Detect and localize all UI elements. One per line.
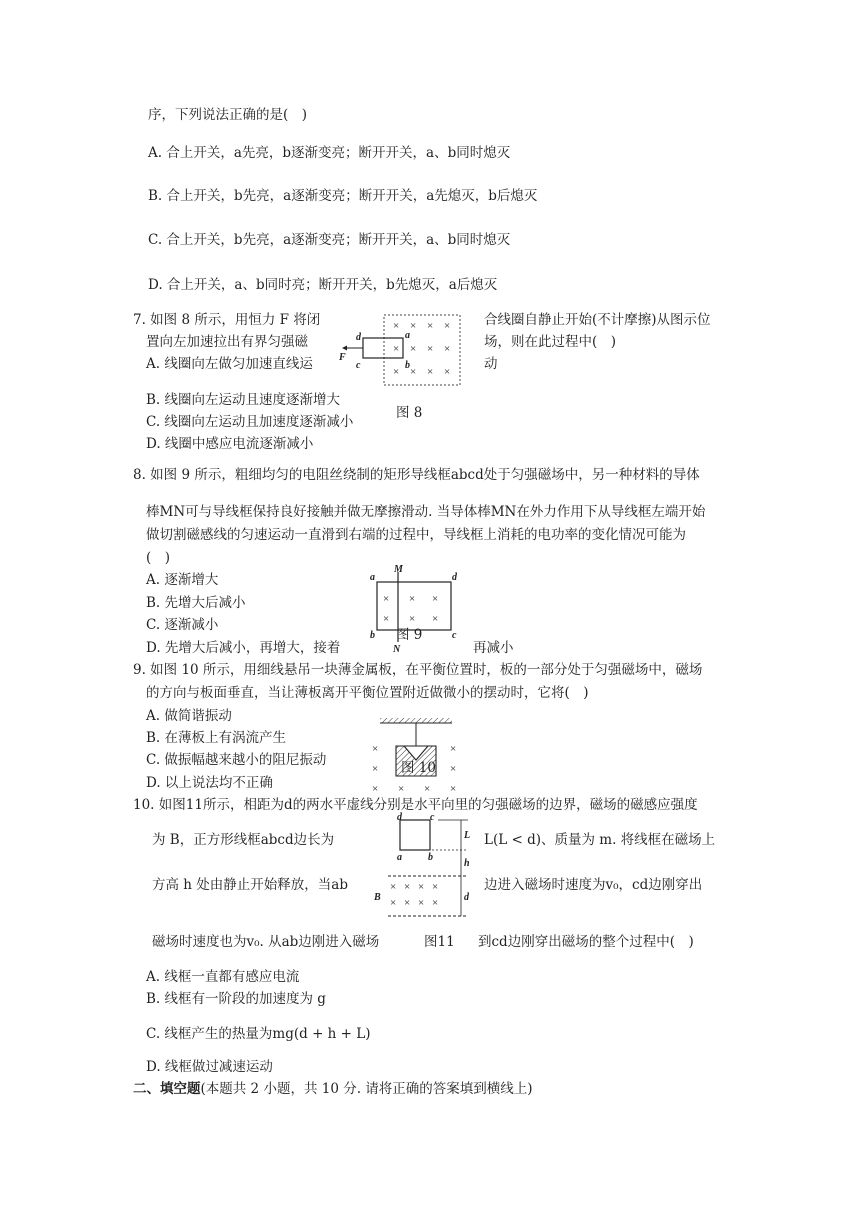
q6-stem-tail: 序，下列说法正确的是( ) bbox=[148, 107, 308, 123]
q10-option-d: D. 线框做过减速运动 bbox=[146, 1059, 273, 1075]
label-f: F bbox=[339, 352, 346, 363]
label-d: d bbox=[356, 332, 361, 343]
field-x: × bbox=[418, 897, 425, 909]
q7-option-c: C. 线圈向左运动且加速度逐渐减小 bbox=[146, 414, 354, 430]
field-x: × bbox=[450, 743, 457, 755]
q10-option-c: C. 线框产生的热量为mg(d + h + L) bbox=[146, 1026, 371, 1042]
field-x: × bbox=[383, 593, 390, 605]
label-d-distance: d bbox=[464, 892, 469, 903]
q9-option-b: B. 在薄板上有涡流产生 bbox=[146, 730, 287, 746]
label-a: a bbox=[397, 852, 402, 863]
q7-option-a-tail: 动 bbox=[484, 356, 498, 372]
q10-line3-right: 边进入磁场时速度为v₀，cd边刚穿出 bbox=[484, 877, 703, 893]
label-b: b bbox=[405, 360, 410, 371]
field-x: × bbox=[383, 613, 390, 625]
q7-line1-left: 7. 如图 8 所示，用恒力 F 将闭 bbox=[133, 312, 321, 328]
figure-11-caption: 图11 bbox=[424, 934, 455, 950]
field-x: × bbox=[372, 783, 379, 794]
q10-option-b: B. 线框有一阶段的加速度为 g bbox=[146, 991, 326, 1007]
field-x: × bbox=[444, 366, 451, 378]
label-d: d bbox=[397, 812, 402, 823]
q9-line2: 的方向与板面垂直，当让薄板离开平衡位置附近做微小的摆动时，它将( ) bbox=[146, 685, 589, 701]
label-h: h bbox=[464, 858, 470, 869]
q7-option-d: D. 线圈中感应电流逐渐减小 bbox=[146, 436, 314, 452]
field-x: × bbox=[432, 593, 439, 605]
field-x: × bbox=[432, 613, 439, 625]
section-title: 二、填空题 bbox=[133, 1081, 201, 1097]
label-b: b bbox=[370, 630, 375, 641]
figure-10-caption: 图 10 bbox=[401, 760, 436, 776]
field-x: × bbox=[393, 320, 400, 332]
label-b: b bbox=[428, 852, 433, 863]
q6-option-b: B. 合上开关，b先亮，a逐渐变亮；断开开关，a先熄灭，b后熄灭 bbox=[148, 188, 538, 204]
field-x: × bbox=[444, 320, 451, 332]
q9-line1: 9. 如图 10 所示，用细线悬吊一块薄金属板，在平衡位置时，板的一部分处于匀强磁场中，磁场 bbox=[133, 662, 703, 678]
field-x: × bbox=[432, 881, 439, 893]
section-heading bbox=[133, 1080, 533, 1098]
q7-option-b: B. 线圈向左运动且速度逐渐增大 bbox=[146, 392, 341, 408]
q7-line2-right: 场，则在此过程中( ) bbox=[484, 334, 617, 350]
figure-8-caption: 图 8 bbox=[396, 405, 423, 421]
field-x: × bbox=[432, 897, 439, 909]
field-x: × bbox=[404, 897, 411, 909]
q10-line4-right: 到cd边刚穿出磁场的整个过程中( ) bbox=[478, 934, 694, 950]
label-d: d bbox=[452, 572, 457, 583]
q8-option-d: D. 先增大后减小，再增大，接着 bbox=[146, 640, 341, 656]
field-x: × bbox=[410, 343, 417, 355]
field-x: × bbox=[450, 783, 457, 794]
q8-line1: 8. 如图 9 所示，粗细均匀的电阻丝绕制的矩形导线框abcd处于匀强磁场中，另一种材料的导体 bbox=[133, 467, 700, 483]
q6-option-d: D. 合上开关，a、b同时亮；断开开关，b先熄灭，a后熄灭 bbox=[148, 277, 498, 293]
label-a: a bbox=[405, 330, 410, 341]
field-x: × bbox=[372, 743, 379, 755]
field-x: × bbox=[427, 343, 434, 355]
q8-line3: 做切割磁感线的匀速运动一直滑到右端的过程中，导线框上消耗的电功率的变化情况可能为 bbox=[146, 527, 686, 543]
label-l: L bbox=[464, 830, 471, 841]
q10-line2-right: L(L < d)、质量为 m. 将线框在磁场上 bbox=[484, 832, 716, 848]
q7-line1-right: 合线圈自静止开始(不计摩擦)从图示位 bbox=[484, 312, 711, 328]
label-c: c bbox=[356, 360, 361, 371]
field-x: × bbox=[418, 881, 425, 893]
q8-line4: ( ) bbox=[146, 550, 171, 566]
q9-option-a: A. 做简谐振动 bbox=[146, 708, 232, 724]
field-x: × bbox=[427, 366, 434, 378]
q8-option-b: B. 先增大后减小 bbox=[146, 595, 246, 611]
field-x: × bbox=[404, 881, 411, 893]
figure-10 bbox=[366, 716, 466, 794]
q7-line2-left: 置向左加速拉出有界匀强磁 bbox=[146, 334, 308, 350]
label-c: c bbox=[430, 812, 435, 823]
field-x: × bbox=[424, 783, 431, 794]
label-a: a bbox=[370, 572, 375, 583]
field-x: × bbox=[372, 763, 379, 775]
section-note: (本题共 2 小题，共 10 分. 请将正确的答案填到横线上) bbox=[200, 1081, 533, 1097]
field-x: × bbox=[427, 320, 434, 332]
figure-9-caption: 图 9 bbox=[396, 627, 423, 643]
field-x: × bbox=[393, 366, 400, 378]
field-x: × bbox=[398, 783, 405, 794]
q10-line3-left: 方高 h 处由静止开始释放，当ab bbox=[152, 877, 348, 893]
q10-option-a: A. 线框一直都有感应电流 bbox=[146, 969, 300, 985]
field-x: × bbox=[393, 343, 400, 355]
figure-8 bbox=[336, 312, 466, 388]
q8-line2: 棒MN可与导线框保持良好接触并做无摩擦滑动. 当导体棒MN在外力作用下从导线框左端开始 bbox=[146, 504, 706, 520]
q9-option-c: C. 做振幅越来越小的阻尼振动 bbox=[146, 752, 327, 768]
field-x: × bbox=[390, 881, 397, 893]
q8-option-d-tail: 再减小 bbox=[473, 640, 514, 656]
field-x: × bbox=[410, 366, 417, 378]
q10-line4-left: 磁场时速度也为v₀. 从ab边刚进入磁场 bbox=[152, 934, 380, 950]
q10-line1: 10. 如图11所示，相距为d的两水平虚线分别是水平向里的匀强磁场的边界，磁场的磁感应强度 bbox=[133, 797, 698, 813]
field-x: × bbox=[444, 343, 451, 355]
q8-option-c: C. 逐渐减小 bbox=[146, 617, 219, 633]
q6-option-c: C. 合上开关，b先亮，a逐渐变亮；断开开关，a、b同时熄灭 bbox=[148, 232, 511, 248]
q7-option-a: A. 线圈向左做匀加速直线运 bbox=[146, 356, 313, 372]
field-x: × bbox=[390, 897, 397, 909]
field-x: × bbox=[409, 613, 416, 625]
field-x: × bbox=[409, 593, 416, 605]
label-field-b: B bbox=[374, 892, 381, 903]
field-x: × bbox=[410, 320, 417, 332]
q6-option-a: A. 合上开关，a先亮，b逐渐变亮；断开开关，a、b同时熄灭 bbox=[148, 145, 511, 161]
q10-line2-left: 为 B，正方形线框abcd边长为 bbox=[152, 832, 335, 848]
label-m: M bbox=[394, 564, 403, 575]
field-x: × bbox=[450, 763, 457, 775]
label-c: c bbox=[452, 630, 457, 641]
label-n: N bbox=[393, 644, 401, 654]
q9-option-d: D. 以上说法均不正确 bbox=[146, 775, 273, 791]
q8-option-a: A. 逐渐增大 bbox=[146, 572, 219, 588]
figure-11 bbox=[368, 812, 478, 924]
